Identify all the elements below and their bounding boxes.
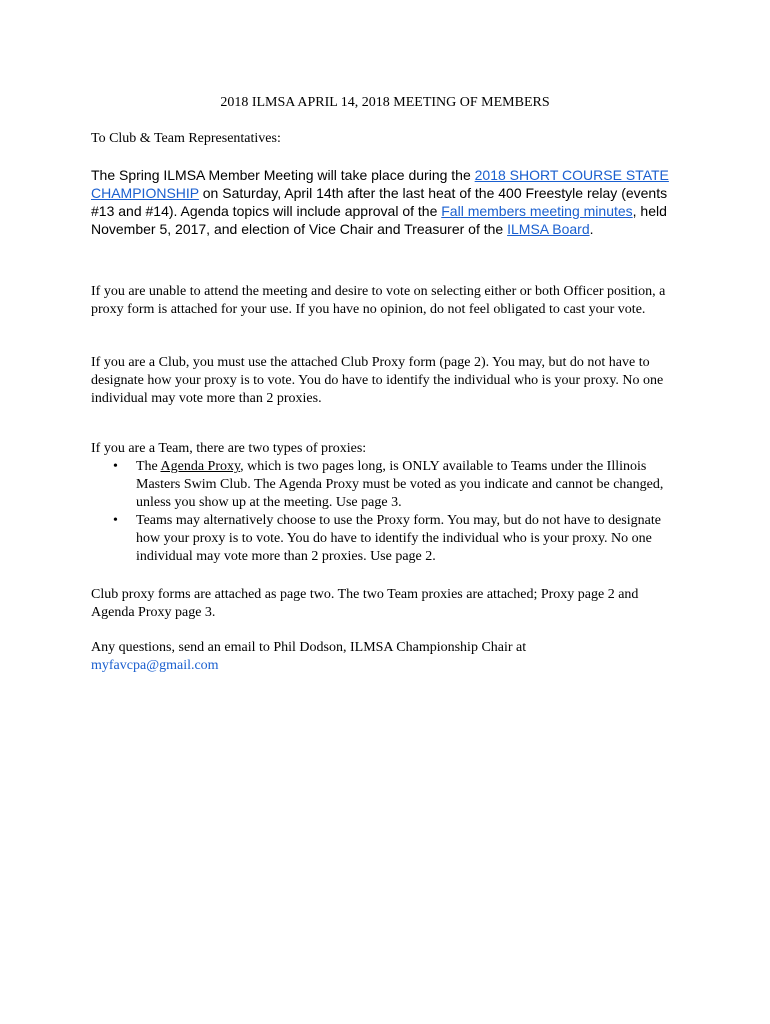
agenda-proxy-post: , which is two pages long, is ONLY available to Teams under the Illinois Masters Swim Club. The Agenda Proxy must be voted as you indicate and cannot be changed, unless you show up at the meeting. Use page 3. [136,459,664,510]
meeting-minutes-link[interactable]: Fall members meeting minutes [441,203,633,219]
proxy-form-text: Teams may alternatively choose to use the Proxy form. You may, but do not have to designate how your proxy is to vote. You do have to identify the individual who is your proxy. No one individual may vote more than 2 proxies. Use page 2. [136,513,661,564]
club-proxy-paragraph: If you are a Club, you must use the attached Club Proxy form (page 2). You may, but do not have to designate how your proxy is to vote. You do have to identify the individual who is your proxy. No one individual may vote more than 2 proxies. [91,355,664,406]
document-title: 2018 ILMSA APRIL 14, 2018 MEETING OF MEMBERS [220,95,550,110]
agenda-proxy-term: Agenda Proxy [160,459,241,474]
agenda-proxy-pre: The [136,459,161,474]
proxy-types-list [91,458,681,566]
intro-text-3: , held November 5, 2017, and election of Vice Chair and Treasurer of the [91,203,667,237]
championship-link[interactable]: 2018 SHORT COURSE STATE CHAMPIONSHIP [91,167,669,201]
bullet-icon: • [113,513,118,528]
intro-text-2: on Saturday, April 14th after the last heat of the 400 Freestyle relay (events #13 and #14). Agenda topics will include approval of the [91,185,668,219]
ilmsa-board-link[interactable]: ILMSA Board [507,221,590,237]
email-link[interactable]: myfavcpa@gmail.com [91,658,219,673]
intro-text-4: . [589,221,594,237]
intro-paragraph [91,166,681,238]
intro-text-1: The Spring ILMSA Member Meeting will take place during the [91,167,475,183]
team-proxy-paragraph: If you are a Team, there are two types of proxies: [91,441,367,456]
list-item-agenda-proxy [91,458,681,512]
questions-paragraph [91,639,681,675]
bullet-icon: • [113,459,118,474]
forms-attached-paragraph: Club proxy forms are attached as page two. The two Team proxies are attached; Proxy page 2 and Agenda Proxy page 3. [91,587,639,620]
salutation: To Club & Team Representatives: [91,131,281,146]
list-item-proxy-form [91,512,681,566]
unable-to-attend-paragraph: If you are unable to attend the meeting and desire to vote on selecting either or both Officer position, a proxy form is attached for your use. If you have no opinion, do not feel obligated to cast your vote. [91,284,666,317]
questions-text: Any questions, send an email to Phil Dodson, ILMSA Championship Chair at [91,640,527,655]
